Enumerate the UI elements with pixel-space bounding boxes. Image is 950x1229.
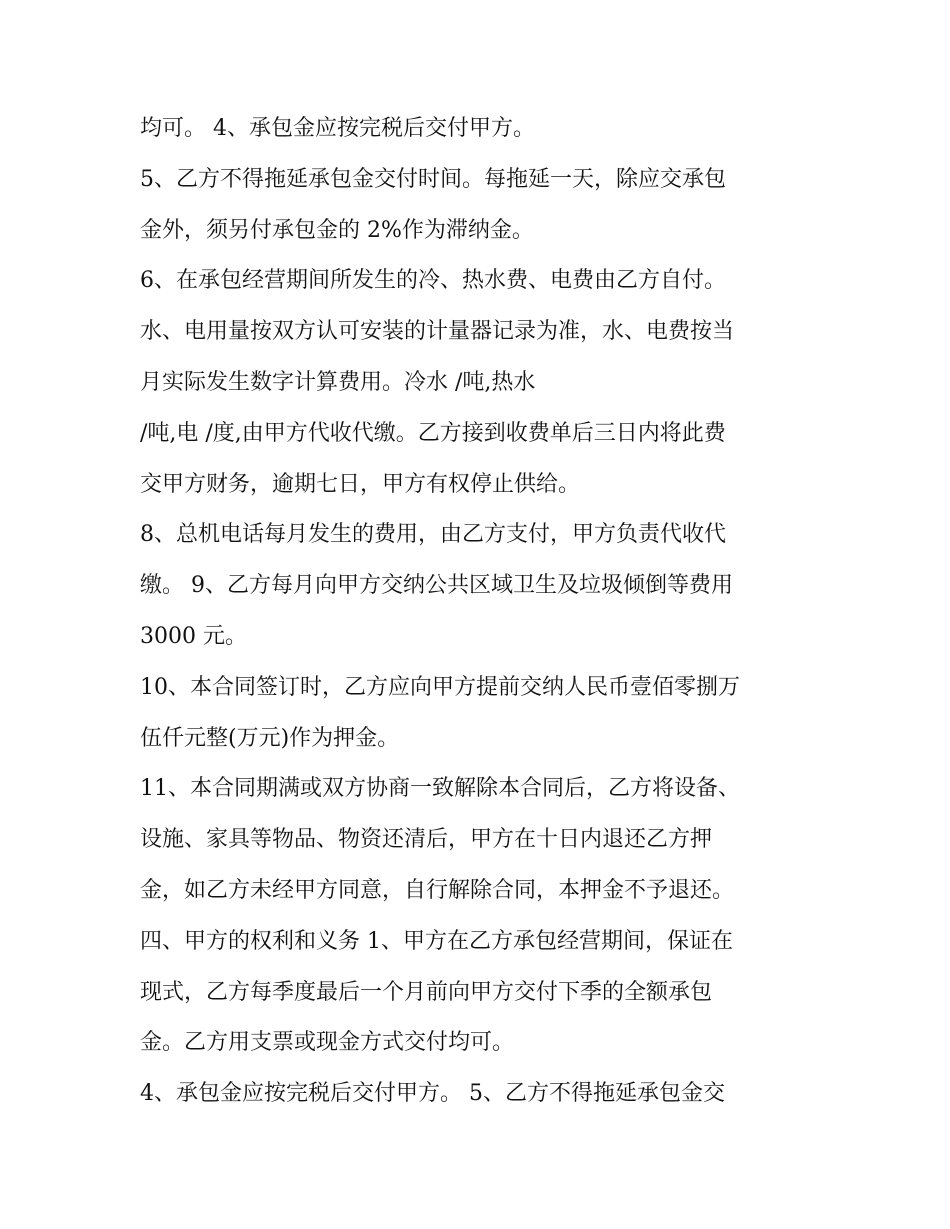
text-line: 5、乙方不得拖延承包金交付时间。每拖延一天，除应交承包 — [140, 166, 726, 192]
text-line: 伍仟元整(万元)作为押金。 — [140, 725, 400, 751]
text-line: 水、电用量按双方认可安装的计量器记录为准，水、电费按当 — [140, 319, 735, 345]
text-line: 四、甲方的权利和义务 1、甲方在乙方承包经营期间，保证在 — [140, 928, 733, 954]
text-line: 3000 元。 — [140, 623, 247, 649]
text-line: 交甲方财务，逾期七日，甲方有权停止供给。 — [140, 471, 581, 497]
text-line: /吨,电 /度,由甲方代收代缴。乙方接到收费单后三日内将此费 — [140, 420, 726, 446]
text-line: 月实际发生数字计算费用。冷水 /吨,热水 — [140, 369, 536, 395]
text-line: 4、承包金应按完税后交付甲方。 5、乙方不得拖延承包金交 — [140, 1081, 725, 1107]
text-line: 金外，须另付承包金的 2%作为滞纳金。 — [140, 217, 534, 243]
text-line: 金。乙方用支票或现金方式交付均可。 — [140, 1030, 515, 1056]
text-line: 10、本合同签订时，乙方应向甲方提前交纳人民币壹佰零捌万 — [140, 674, 740, 700]
text-line: 8、总机电话每月发生的费用，由乙方支付，甲方负责代收代 — [140, 522, 726, 548]
text-line: 6、在承包经营期间所发生的冷、热水费、电费由乙方自付。 — [140, 268, 726, 294]
text-line: 金，如乙方未经甲方同意，自行解除合同，本押金不予退还。 — [140, 877, 735, 903]
text-line: 缴。 9、乙方每月向甲方交纳公共区域卫生及垃圾倾倒等费用 — [140, 573, 733, 599]
text-line: 均可。 4、承包金应按完税后交付甲方。 — [140, 116, 535, 141]
text-line: 设施、家具等物品、物资还清后，甲方在十日内退还乙方押 — [140, 827, 713, 853]
text-line: 现式，乙方每季度最后一个月前向甲方交付下季的全额承包 — [140, 979, 713, 1005]
document-body — [140, 104, 830, 1120]
text-line: 11、本合同期满或双方协商一致解除本合同后，乙方将设备、 — [140, 776, 740, 802]
